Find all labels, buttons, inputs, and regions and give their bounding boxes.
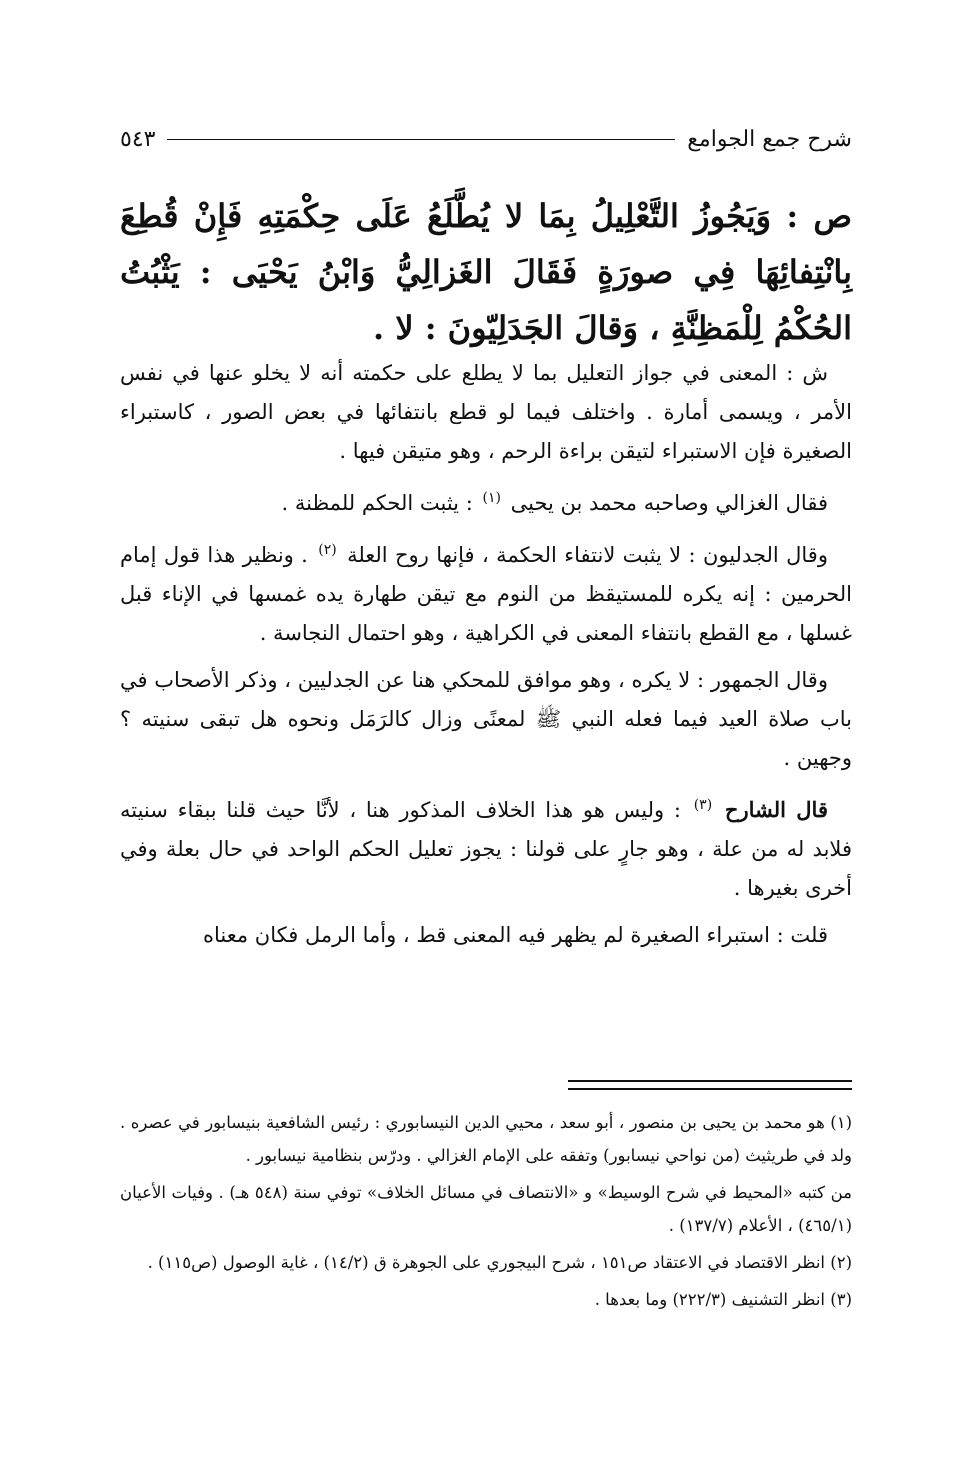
commentary-paragraph-3 xyxy=(120,531,852,653)
footnote-2: (٢) انظر الاقتصاد في الاعتقاد ص١٥١ ، شرح البيجوري على الجوهرة ق (١٤/٢) ، غاية الوصول (ص١١٥) . xyxy=(147,1253,852,1272)
page-number: ٥٤٣ xyxy=(120,126,156,152)
matn-text: ص : وَيَجُوزُ التَّعْلِيلُ بِمَا لا يُطَّلَعُ عَلَى حِكْمَتِهِ فَإِنْ قُطِعَ بِانْتِفائِهَا فِي صورَةٍ فَقَالَ الغَزالِيُّ وَابْنُ يَحْيَى : يَثْبُتُ الحُكْمُ لِلْمَظِنَّةِ ، وَقالَ الجَدَلِيّونَ : لا . xyxy=(120,197,853,347)
commentary-paragraph-1: ش : المعنى في جواز التعليل بما لا يطلع على حكمته أنه لا يخلو عنها في نفس الأمر ، ويسمى أمارة . واختلف فيما لو قطع بانتفائها في بعض الصور ، كاستبراء الصغيرة فإن الاستبراء لتيقن براءة الرحم ، وهو متيقن فيها . xyxy=(120,361,852,463)
running-header xyxy=(120,122,852,156)
footnote-separator xyxy=(568,1080,852,1090)
running-title: شرح جمع الجوامع xyxy=(687,126,852,152)
header-rule xyxy=(167,139,675,140)
footnotes-block xyxy=(120,1106,852,1320)
commentary-paragraph-6: قلت : استبراء الصغيرة لم يظهر فيه المعنى قط ، وأما الرمل فكان معناه xyxy=(203,923,828,947)
paragraph-5-text: : وليس هو هذا الخلاف المذكور هنا ، لأنَّا حيث قلنا ببقاء سنيته فلابد له من علة ، وهو جارٍ على قولنا : يجوز تعليل الحكم الواحد في حال بعلة وفي أخرى بغيرها . xyxy=(120,798,852,900)
paragraph-3-text-end: . ونظير هذا قول إمام الحرمين : إنه يكره للمستيقظ من النوم مع تيقن طهارة يده غمسها في الإناء قبل غسلها ، مع القطع بانتفاء المعنى في الكراهية ، وهو احتمال النجاسة . xyxy=(120,543,852,645)
paragraph-3-text: وقال الجدليون : لا يثبت لانتفاء الحكمة ، فإنها روح العلة xyxy=(347,543,828,567)
footnote-ref-1: (١) xyxy=(482,490,501,506)
paragraph-2-text: فقال الغزالي وصاحبه محمد بن يحيى xyxy=(510,491,828,515)
footnote-1-continued: من كتبه «المحيط في شرح الوسيط» و «الانتصاف في مسائل الخلاف» توفي سنة (٥٤٨ هـ) . وفيات الأعيان (٤٦٥/١) ، الأعلام (١٣٧/٧) . xyxy=(120,1183,852,1235)
sharih-label: قال الشارح xyxy=(724,797,828,822)
commentary-paragraph-4: وقال الجمهور : لا يكره ، وهو موافق للمحكي هنا عن الجدليين ، وذكر الأصحاب في باب صلاة العيد فيما فعله النبي ﷺ لمعنًى وزال كالرَمَل ونحوه هل تبقى سنيته ؟ وجهين . xyxy=(120,668,852,770)
commentary-paragraph-2 xyxy=(120,479,852,523)
footnote-ref-2: (٢) xyxy=(318,542,337,558)
commentary-block xyxy=(120,354,852,963)
commentary-paragraph-5 xyxy=(120,786,852,908)
footnote-3: (٣) انظر التشنيف (٢٢٢/٣) وما بعدها . xyxy=(594,1290,852,1309)
footnote-1: (١) هو محمد بن يحيى بن منصور ، أبو سعد ، محيي الدين النيسابوري : رئيس الشافعية بنيسابور في عصره . ولد في طريثيث (من نواحي نيسابور) وتفقه على الإمام الغزالي . ودرّس بنظامية نيسابور . xyxy=(120,1113,852,1165)
footnote-ref-3: (٣) xyxy=(693,797,713,813)
paragraph-2-text-end: : يثبت الحكم للمظنة . xyxy=(281,491,473,515)
